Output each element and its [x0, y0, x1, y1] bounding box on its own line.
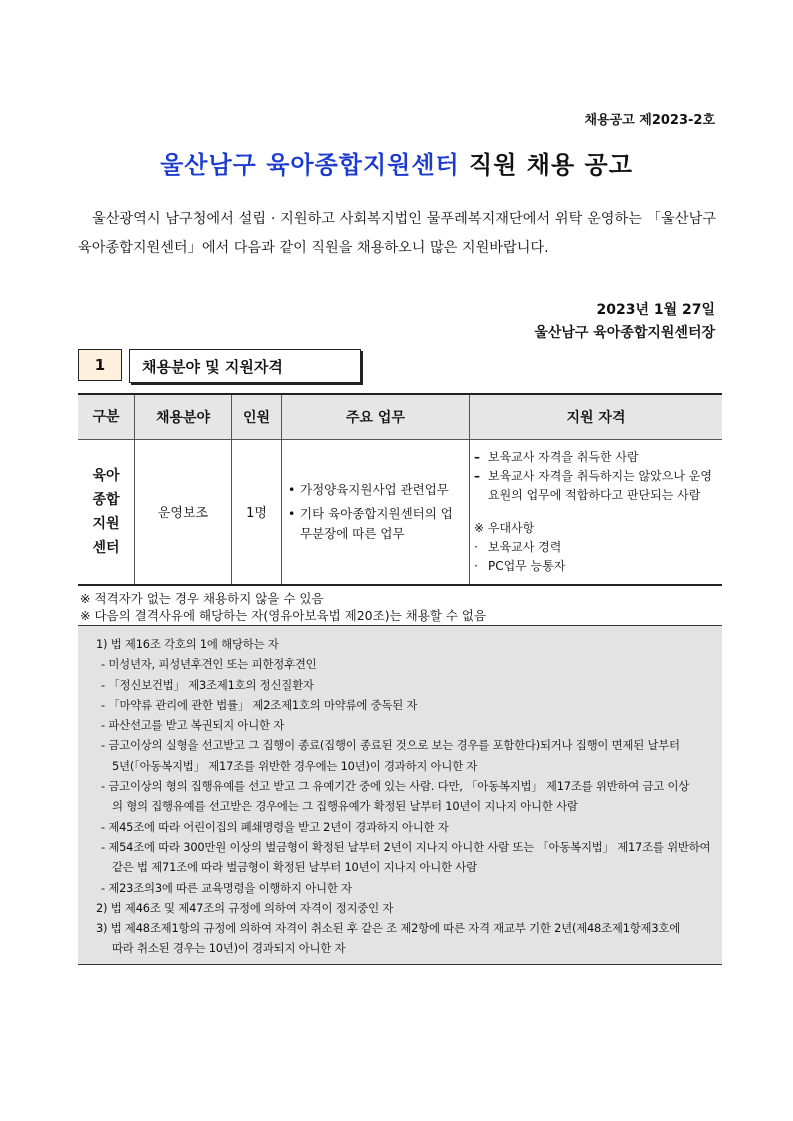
- category-line: 지원: [92, 515, 120, 532]
- box-line: 같은 법 제71조에 따라 벌금형이 확정된 날부터 10년이 지나지 아니한 사람: [112, 860, 477, 875]
- category-cell: [78, 439, 135, 585]
- note-line: ※ 다음의 결격사유에 해당하는 자(영유아보육법 제20조)는 채용할 수 없음: [80, 608, 487, 623]
- section-number: 1: [78, 349, 122, 381]
- bullet-icon: •: [288, 505, 296, 521]
- duties-cell: [282, 439, 470, 585]
- dash-icon: –: [474, 468, 480, 483]
- box-line: 3) 법 제48조제1항의 규정에 의하여 자격이 취소된 후 같은 조 제2항에 따른 자격 재교부 기한 2년(제48조제1항제3호에: [96, 921, 681, 936]
- qualification-text: 보육교사 자격을 취득한 사람: [488, 449, 639, 464]
- header-qualifications: 지원 자격: [470, 394, 723, 439]
- preference-item: [474, 538, 718, 557]
- box-line: 5년(「아동복지법」 제17조를 위반한 경우에는 10년)이 경과하지 아니한 자: [112, 758, 478, 773]
- qualification-item: [474, 467, 718, 505]
- header-field: 채용분야: [135, 394, 232, 439]
- intro-text: 울산광역시 남구청에서 설립 · 지원하고 사회복지법인 물푸레복지재단에서 위탁 운영하는 「울산남구 육아종합지원센터」에서 다음과 같이 직원을 채용하오니 많은 지원바랍니다.: [78, 211, 716, 256]
- issuing-organization: 울산남구 육아종합지원센터장: [534, 325, 715, 341]
- duty-text: 기타 육아종합지원센터의 업무분장에 따른 업무: [300, 505, 453, 541]
- box-line: - 금고이상의 형의 집행유예를 선고 받고 그 유예기간 중에 있는 사람. 다만, 「아동복지법」 제17조를 위반하여 금고 이상: [101, 779, 690, 794]
- box-line: - 파산선고를 받고 복권되지 아니한 자: [101, 718, 285, 733]
- box-line: - 제45조에 따라 어린이집의 폐쇄명령을 받고 2년이 경과하지 아니한 자: [101, 819, 449, 834]
- box-line: - 미성년자, 피성년후견인 또는 피한정후견인: [101, 657, 317, 672]
- bullet-icon: •: [288, 481, 296, 497]
- notice-number: 채용공고 제2023-2호: [584, 113, 715, 128]
- box-line: 2) 법 제46조 및 제47조의 규정에 의하여 자격이 정지중인 자: [96, 900, 394, 915]
- title-rest: 직원 채용 공고: [459, 151, 633, 179]
- note-line: ※ 적격자가 없는 경우 채용하지 않을 수 있음: [80, 591, 324, 606]
- title-highlight: 울산남구 육아종합지원센터: [160, 151, 460, 179]
- duty-text: 가정양육지원사업 관련업무: [300, 481, 449, 497]
- preference-text: PC업무 능통자: [488, 558, 566, 573]
- category-line: 육아: [92, 467, 120, 484]
- preference-text: 보육교사 경력: [488, 539, 562, 554]
- box-line: - 금고이상의 실형을 선고받고 그 집행이 종료(집행이 종료된 것으로 보는 경우를 포함한다)되거나 집행이 면제된 날부터: [101, 738, 680, 753]
- table-row: [78, 439, 722, 585]
- box-line: 따라 취소된 경우는 10년)이 경과되지 아니한 자: [112, 941, 346, 956]
- intro-paragraph: [78, 205, 716, 263]
- table-header-row: [78, 394, 722, 439]
- duty-item: [288, 504, 463, 544]
- box-line: - 제23조의3에 따른 교육명령을 이행하지 아니한 자: [101, 880, 352, 895]
- dash-icon: –: [474, 449, 480, 464]
- recruitment-table: [78, 393, 722, 586]
- page-title: [0, 145, 793, 180]
- duty-item: [288, 480, 463, 500]
- dot-icon: ·: [474, 558, 478, 573]
- preference-title: ※ 우대사항: [474, 520, 535, 535]
- preference-item: [474, 557, 718, 576]
- box-line: - 「마약류 관리에 관한 법률」 제2조제1호의 마약류에 중독된 자: [101, 697, 418, 712]
- qualification-text: 보육교사 자격을 취득하지는 않았으나 운영요원의 업무에 적합하다고 판단되는 사람: [488, 468, 712, 502]
- disqualification-box: [78, 625, 722, 965]
- dot-icon: ·: [474, 539, 478, 554]
- header-count: 인원: [232, 394, 282, 439]
- box-line: 의 형의 집행유예를 선고받은 경우에는 그 집행유예가 확정된 날부터 10년이 지나지 아니한 사람: [112, 799, 578, 814]
- notes: [80, 590, 486, 624]
- box-line: - 「정신보건법」 제3조제1호의 정신질환자: [101, 677, 314, 692]
- header-category: 구분: [78, 394, 135, 439]
- count-cell: 1명: [232, 439, 282, 585]
- category-line: 센터: [92, 539, 120, 556]
- notice-date: 2023년 1월 27일: [596, 302, 715, 318]
- box-line: - 제54조에 따라 300만원 이상의 벌금형이 확정된 날부터 2년이 지나지 아니한 사람 또는 「아동복지법」 제17조를 위반하여: [101, 839, 711, 854]
- qualifications-cell: [470, 439, 723, 585]
- header-duties: 주요 업무: [282, 394, 470, 439]
- section-title: 채용분야 및 지원자격: [129, 349, 361, 383]
- category-line: 종합: [92, 491, 120, 508]
- field-cell: 운영보조: [135, 439, 232, 585]
- qualification-item: [474, 448, 718, 467]
- box-line: 1) 법 제16조 각호의 1에 해당하는 자: [96, 637, 279, 651]
